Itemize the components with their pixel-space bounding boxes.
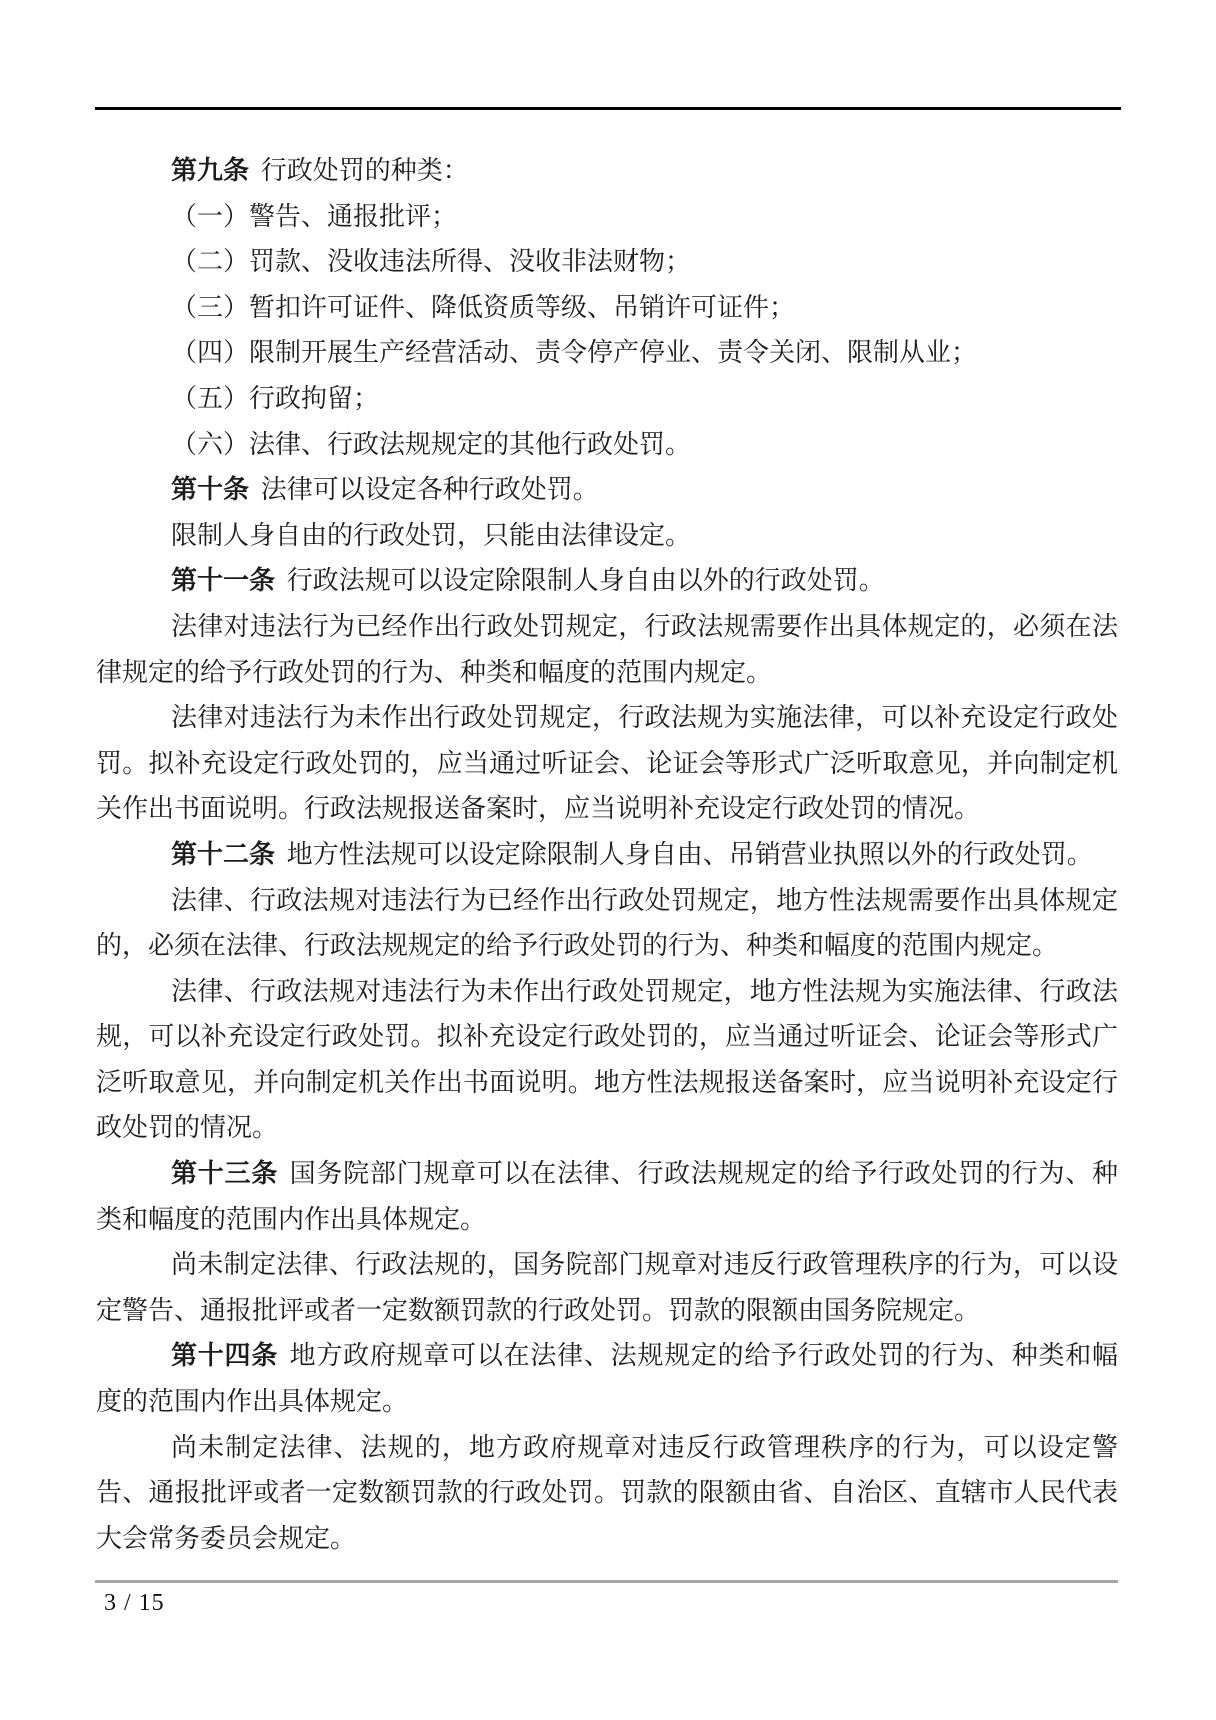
article-number-label: 第十四条 (171, 1341, 278, 1371)
article-number-label: 第十二条 (171, 839, 276, 869)
paragraph (96, 513, 1118, 559)
page-number: 3 / 15 (104, 1590, 165, 1616)
article-number-label: 第十一条 (171, 566, 276, 596)
article-number-label: 第九条 (171, 156, 250, 185)
paragraph-text: 地方性法规可以设定除限制人身自由、吊销营业执照以外的行政处罚。 (286, 839, 1093, 869)
paragraph-article-13 (96, 1151, 1118, 1242)
paragraph-item-2 (96, 239, 1118, 285)
document-body (96, 148, 1118, 1561)
paragraph-article-10 (96, 467, 1118, 513)
paragraph-text: （三）暂扣许可证件、降低资质等级、吊销许可证件； (171, 292, 796, 322)
paragraph-text: 地方政府规章可以在法律、法规规定的给予行政处罚的行为、种类和幅度的范围内作出具体规定。 (96, 1341, 1118, 1417)
paragraph-item-1 (96, 194, 1118, 240)
paragraph-text: 法律对违法行为未作出行政处罚规定，行政法规为实施法律，可以补充设定行政处罚。拟补充设定行政处罚的，应当通过听证会、论证会等形式广泛听取意见，并向制定机关作出书面说明。行政法规报送备案时，应当说明补充设定行政处罚的情况。 (96, 703, 1118, 824)
paragraph-text: （五）行政拘留； (171, 383, 380, 413)
paragraph-item-4 (96, 330, 1118, 376)
paragraph-text: （六）法律、行政法规规定的其他行政处罚。 (171, 429, 692, 459)
paragraph-item-5 (96, 376, 1118, 422)
paragraph-text: 法律可以设定各种行政处罚。 (260, 475, 599, 505)
article-number-label: 第十条 (171, 475, 250, 505)
paragraph-text: （四）限制开展生产经营活动、责令停产停业、责令关闭、限制从业； (171, 338, 978, 368)
paragraph-article-9 (96, 148, 1118, 194)
paragraph-text: 行政处罚的种类： (260, 156, 469, 185)
header-rule (95, 107, 1121, 110)
paragraph-text: 尚未制定法律、行政法规的，国务院部门规章对违反行政管理秩序的行为，可以设定警告、通报批评或者一定数额罚款的行政处罚。罚款的限额由国务院规定。 (96, 1250, 1118, 1325)
paragraph (96, 695, 1118, 832)
paragraph (96, 1425, 1118, 1562)
paragraph-text: 行政法规可以设定除限制人身自由以外的行政处罚。 (286, 566, 885, 596)
paragraph-text: （一）警告、通报批评； (171, 201, 458, 231)
paragraph-text: 限制人身自由的行政处罚，只能由法律设定。 (171, 520, 692, 550)
paragraph (96, 878, 1118, 969)
paragraph-item-3 (96, 285, 1118, 331)
paragraph-text: 尚未制定法律、法规的，地方政府规章对违反行政管理秩序的行为，可以设定警告、通报批评或者一定数额罚款的行政处罚。罚款的限额由省、自治区、直辖市人民代表大会常务委员会规定。 (96, 1432, 1118, 1553)
paragraph-article-11 (96, 558, 1118, 604)
paragraph-text: 法律对违法行为已经作出行政处罚规定，行政法规需要作出具体规定的，必须在法律规定的给予行政处罚的行为、种类和幅度的范围内规定。 (96, 611, 1118, 687)
paragraph (96, 604, 1118, 695)
paragraph-item-6 (96, 422, 1118, 468)
footer-rule (95, 1580, 1118, 1583)
article-number-label: 第十三条 (171, 1159, 278, 1189)
paragraph-text: 国务院部门规章可以在法律、行政法规规定的给予行政处罚的行为、种类和幅度的范围内作出具体规定。 (96, 1159, 1118, 1234)
paragraph-text: 法律、行政法规对违法行为已经作出行政处罚规定，地方性法规需要作出具体规定的，必须在法律、行政法规规定的给予行政处罚的行为、种类和幅度的范围内规定。 (96, 885, 1118, 961)
paragraph-article-14 (96, 1333, 1118, 1424)
paragraph-text: 法律、行政法规对违法行为未作出行政处罚规定，地方性法规为实施法律、行政法规，可以补充设定行政处罚。拟补充设定行政处罚的，应当通过听证会、论证会等形式广泛听取意见，并向制定机关作出书面说明。地方性法规报送备案时，应当说明补充设定行政处罚的情况。 (96, 976, 1118, 1143)
paragraph (96, 1242, 1118, 1333)
paragraph-text: （二）罚款、没收违法所得、没收非法财物； (171, 247, 692, 277)
paragraph-article-12 (96, 832, 1118, 878)
paragraph (96, 969, 1118, 1151)
